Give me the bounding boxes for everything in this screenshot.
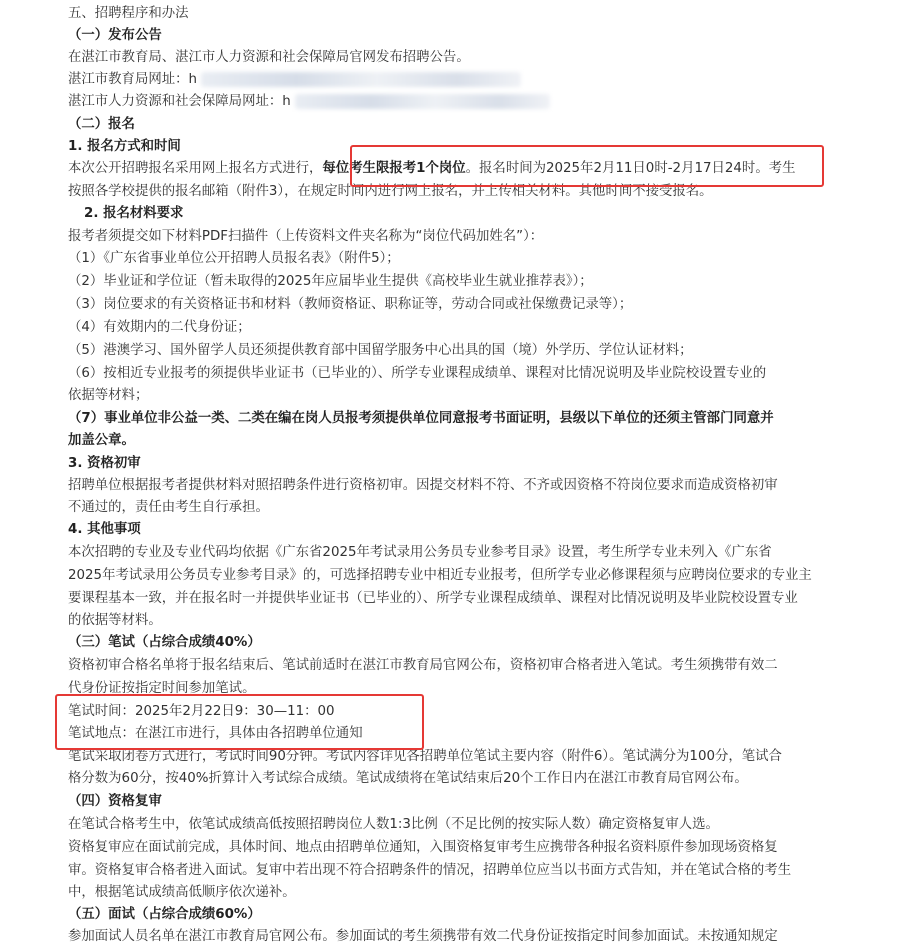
item-heading: 4. 其他事项 — [68, 522, 141, 537]
edu-website-label: 湛江市教育局网址： — [68, 72, 189, 87]
subsection-heading: （一）发布公告 — [68, 28, 162, 43]
text-span: 。考生 — [755, 161, 796, 176]
list-item: （1）《广东省事业单位公开招聘人员报名表》（附件5）； — [68, 251, 400, 266]
paragraph: 格分数为60分，按40%折算计入考试综合成绩。笔试成绩将在笔试结束后20个工作日内在湛江市教育局官网公布。 — [68, 771, 748, 786]
paragraph: 笔试采取闭卷方式进行，考试时间90分钟。考试内容详见各招聘单位笔试主要内容（附件6）。笔试满分为100分，笔试合 — [68, 749, 782, 764]
paragraph: 不通过的，责任由考生自行承担。 — [68, 500, 269, 515]
section-heading: 五、招聘程序和办法 — [68, 6, 189, 21]
text-span: 本次公开招聘报名采用网上报名方式进行， — [68, 161, 323, 176]
exam-location: 笔试地点：在湛江市进行，具体由各招聘单位通知 — [68, 726, 363, 741]
hr-website-line — [68, 91, 550, 113]
paragraph: 招聘单位根据报考者提供材料对照招聘条件进行资格初审。因提交材料不符、不齐或因资格不符岗位要求而造成资格初审 — [68, 478, 778, 493]
exam-time: 笔试时间：2025年2月22日9：30—11：00 — [68, 704, 335, 719]
edu-website-line — [68, 69, 521, 91]
paragraph: 的依据等材料。 — [68, 613, 162, 628]
list-item-bold: （7）事业单位非公益一类、二类在编在岗人员报考须提供单位同意报考书面证明，县级以下单位的还须主管部门同意并 — [68, 411, 774, 426]
paragraph: 要课程基本一致，并在报名时一并提供毕业证书（已毕业的）、所学专业课程成绩单、课程对比情况说明及毕业院校设置专业 — [68, 591, 798, 606]
subsection-heading: （二）报名 — [68, 117, 135, 132]
list-item: （2）毕业证和学位证（暂未取得的2025年应届毕业生提供《高校毕业生就业推荐表》）； — [68, 274, 593, 289]
text-span: 。报名时间为2025年2月11日0时-2月17日24时 — [465, 161, 756, 176]
hr-website-label: 湛江市人力资源和社会保障局网址： — [68, 94, 283, 109]
list-item: （3）岗位要求的有关资格证书和材料（教师资格证、职称证等，劳动合同或社保缴费记录等）； — [68, 297, 633, 312]
list-item: （4）有效期内的二代身份证； — [68, 320, 251, 335]
edu-website-url[interactable]: h — [188, 72, 198, 87]
paragraph: 参加面试人员名单在湛江市教育局官网公布。参加面试的考生须携带有效二代身份证按指定时间参加面试。未按通知规定 — [68, 929, 778, 944]
subsection-heading: （三）笔试（占综合成绩40%） — [68, 635, 261, 650]
hr-website-url[interactable]: h — [282, 94, 291, 109]
list-item: （5）港澳学习、国外留学人员还须提供教育部中国留学服务中心出具的国（境）外学历、学位认证材料； — [68, 343, 693, 358]
list-item-continued: 依据等材料； — [68, 388, 149, 403]
paragraph: 按照各学校提供的报名邮箱（附件3），在规定时间内进行网上报名，并上传相关材料。其他时间不接受报名。 — [68, 184, 713, 199]
redacted-url — [201, 72, 521, 87]
item-heading: 1. 报名方式和时间 — [68, 139, 181, 154]
paragraph: 本次招聘的专业及专业代码均依据《广东省2025年考试录用公务员专业参考目录》设置，考生所学专业未列入《广东省 — [68, 545, 772, 560]
list-item: （6）按相近专业报考的须提供毕业证书（已毕业的）、所学专业课程成绩单、课程对比情况说明及毕业院校设置专业的 — [68, 366, 767, 381]
paragraph: 在湛江市教育局、湛江市人力资源和社会保障局官网发布招聘公告。 — [68, 50, 470, 65]
paragraph: 资格复审应在面试前完成，具体时间、地点由招聘单位通知，入围资格复审考生应携带各种报名资料原件参加现场资格复 — [68, 840, 778, 855]
item-heading: 2. 报名材料要求 — [84, 206, 184, 221]
list-item-bold-continued: 加盖公章。 — [68, 433, 135, 448]
subsection-heading: （五）面试（占综合成绩60%） — [68, 907, 261, 922]
paragraph: 报考者须提交如下材料PDF扫描件（上传资料文件夹名称为“岗位代码加姓名”）： — [68, 229, 544, 244]
paragraph: 资格初审合格名单将于报名结束后、笔试前适时在湛江市教育局官网公布，资格初审合格者进入笔试。考生须携带有效二 — [68, 658, 778, 673]
paragraph: 中，根据笔试成绩高低顺序依次递补。 — [68, 885, 296, 900]
paragraph — [68, 158, 796, 180]
paragraph: 在笔试合格考生中，依笔试成绩高低按照招聘岗位人数1:3比例（不足比例的按实际人数）确定资格复审人选。 — [68, 817, 719, 832]
subsection-heading: （四）资格复审 — [68, 794, 162, 809]
redacted-url — [295, 94, 550, 109]
bold-text-span: 每位考生限报考1个岗位 — [322, 161, 466, 176]
paragraph: 审。资格复审合格者进入面试。复审中若出现不符合招聘条件的情况，招聘单位应当以书面方式告知，并在笔试合格的考生 — [68, 863, 792, 878]
item-heading: 3. 资格初审 — [68, 456, 141, 471]
paragraph: 2025年考试录用公务员专业参考目录》的，可选择招聘专业中相近专业报考，但所学专业必修课程须与应聘岗位要求的专业主 — [68, 568, 812, 583]
paragraph: 代身份证按指定时间参加笔试。 — [68, 681, 256, 696]
